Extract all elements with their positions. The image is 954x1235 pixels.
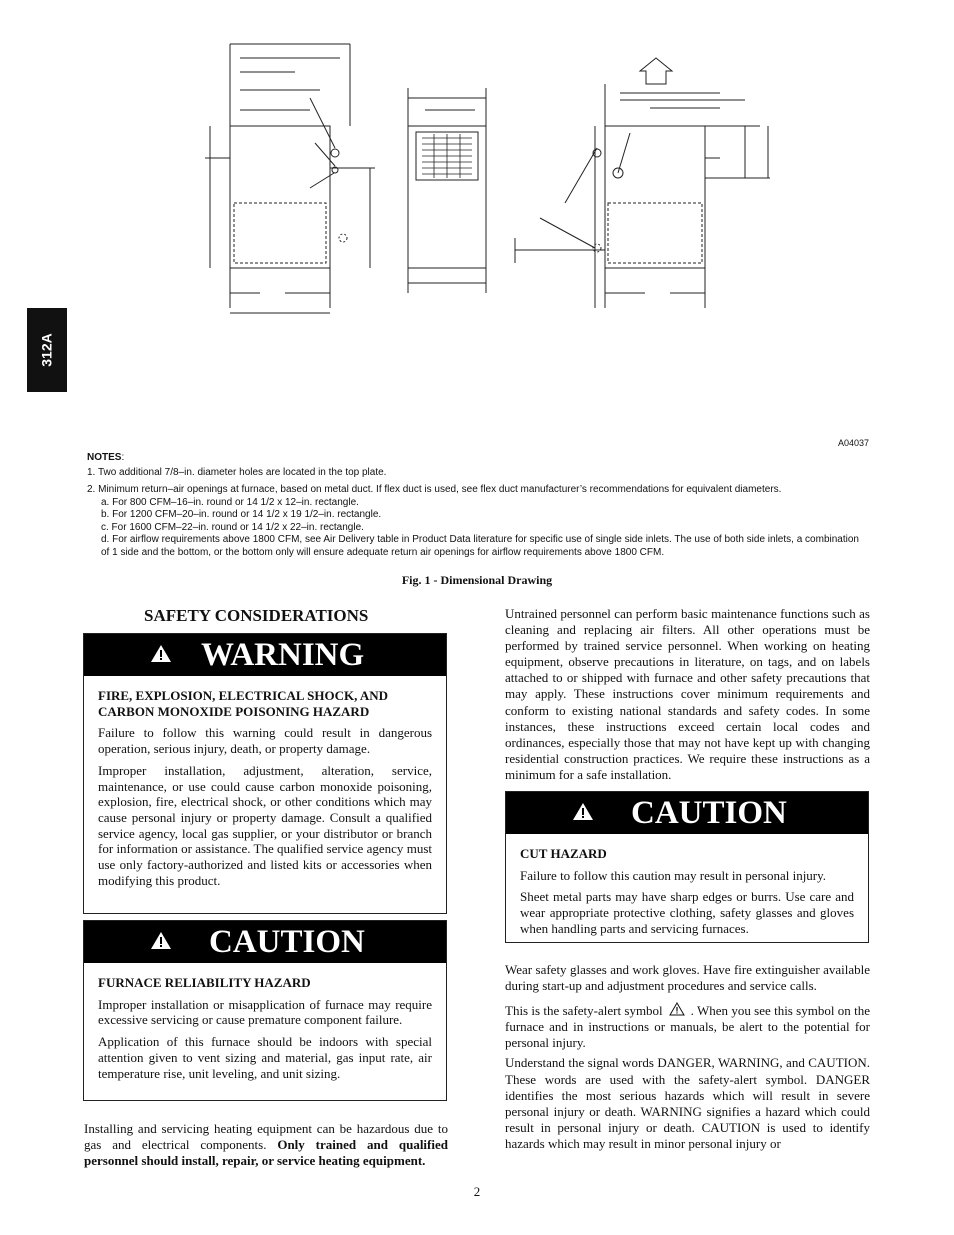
safety-alert-icon — [150, 644, 172, 663]
caution-hazard-title: FURNACE RELIABILITY HAZARD — [98, 975, 311, 990]
note-2d: d. For airflow requirements above 1800 CFM, see Air Delivery table in Product Data literature for specific use of single side inlets. The use of both side inlets, a combination of 1 side and the bottom, or the bottom only will ensure adequate return air openings for airflow requirements above 1800 CFM. — [101, 534, 859, 558]
side-tab-label: 312A — [39, 333, 55, 367]
right-paragraph-1-text: Untrained personnel can perform basic maintenance functions such as cleaning and replacing air filters. All other operations must be performed by trained service personnel. When working on heating equipment, observe precautions in literature, on tags, and on labels attached to or shipped with furnace and other safety precautions that may apply. These instructions cover minimum requirements and conform to existing national standards and safety codes. In some instances, these instructions exceed certain local codes and ordinances, especially those that may not have kept up with changing residential construction practices. We require these instructions as a minimum for a safe installation. — [505, 606, 870, 782]
caution-box-cut — [505, 791, 869, 943]
caution-text-1: Failure to follow this caution may result in personal injury. — [520, 867, 827, 883]
warning-hazard-title: FIRE, EXPLOSION, ELECTRICAL SHOCK, AND CARBON MONOXIDE POISONING HAZARD — [98, 688, 389, 719]
notes-heading: NOTES — [87, 452, 122, 463]
caution-bar — [84, 921, 446, 963]
side-tab — [27, 308, 67, 392]
figure-code: A04037 — [837, 438, 869, 448]
safety-alert-icon — [150, 931, 172, 950]
note-2: 2. Minimum return–air openings at furnace, based on metal duct. If flex duct is used, see flex duct manufacturer’s recommendations for equivalent diameters. — [87, 484, 782, 495]
left-paragraph-plain: Installing and servicing heating equipment can be hazardous due to gas and electrical components. — [84, 1121, 448, 1153]
right-paragraph-3 — [505, 1002, 870, 1051]
section-heading: SAFETY CONSIDERATIONS — [144, 606, 369, 625]
warning-box — [83, 633, 447, 914]
warning-text-1: Failure to follow this warning could result in dangerous operation, serious injury, death, or property damage. — [98, 725, 432, 757]
figure-caption: Fig. 1 - Dimensional Drawing — [401, 573, 553, 587]
dimensional-drawing — [200, 38, 770, 328]
right-lower-text — [505, 962, 870, 1152]
caution-box-reliability — [83, 920, 447, 1101]
note-2c: c. For 1600 CFM–22–in. round or 14 1/2 x 22–in. rectangle. — [101, 521, 364, 533]
caution-signal-word: CAUTION — [209, 923, 365, 960]
caution-hazard-title: CUT HAZARD — [520, 846, 607, 861]
right-paragraph-1 — [505, 606, 870, 783]
safety-alert-symbol-icon — [669, 1002, 685, 1016]
caution-text-2: Application of this furnace should be indoors with special attention given to vent sizing and material, gas input rate, air temperature rise, unit leveling, and unit sizing. — [98, 1034, 432, 1081]
caution-text-1: Improper installation or misapplication of furnace may require excessive servicing or cause premature component failure. — [98, 996, 432, 1028]
caution-signal-word: CAUTION — [631, 794, 787, 831]
caution-text-2: Sheet metal parts may have sharp edges or burrs. Use care and wear appropriate protective clothing, safety glasses and gloves when handling parts and servicing furnaces. — [520, 889, 854, 936]
right-paragraph-3a: This is the safety-alert symbol — [505, 1003, 663, 1019]
right-paragraph-4: Understand the signal words DANGER, WARNING, and CAUTION. These words are used with the safety-alert symbol. DANGER identifies the most serious hazards which will result in severe personal injury or death. WARNING signifies a hazard which could result in personal injury or death. CAUTION is used to identify hazards which may result in minor personal injury or — [505, 1055, 870, 1151]
page-number: 2 — [473, 1184, 481, 1199]
note-2b: b. For 1200 CFM–20–in. round or 14 1/2 x 19 1/2–in. rectangle. — [101, 509, 382, 520]
note-1: 1. Two additional 7/8–in. diameter holes are located in the top plate. — [87, 466, 387, 478]
left-paragraph — [84, 1121, 448, 1169]
caution-bar — [506, 792, 868, 834]
warning-bar — [84, 634, 446, 676]
warning-signal-word: WARNING — [201, 636, 365, 673]
figure-notes: NOTES: 1. Two additional 7/8–in. diameter holes are located in the top plate. 2. Minimum return–air openings at furnace, based on metal duct. If flex duct is used, see flex duct manufacturer’s recommendations for equivalent diameters. a. For 800 CFM–16–in. round or 14 1/2 x 12–in. rectangle. b. For 1200 CFM–20–in. round or 14 1/2 x 19 1/2–in. rectangle. c. For 1600 CFM–22–in. round or 14 1/2 x 22–in. rectangle. d. For airflow requirements above 1800 CFM, see Air Delivery table in Product Data literature for specific use of single side inlets. The use of both side inlets, a combination of 1 side and the bottom, or the bottom only will ensure adequate return air openings for airflow requirements above 1800 CFM. — [87, 452, 867, 559]
left-paragraph-bold: Only trained and qualified personnel should install, repair, or service heating equipment. — [84, 1137, 448, 1169]
warning-text-2: Improper installation, adjustment, alteration, service, maintenance, or use could cause carbon monoxide poisoning, explosion, fire, electrical shock, or other conditions which may cause personal injury or property damage. Consult a qualified service agency, local gas supplier, or your distributor or branch for information or assistance. The qualified service agency must use only factory-authorized and listed kits or accessories when modifying this product. — [98, 762, 432, 888]
safety-alert-icon — [572, 802, 594, 821]
note-2a: a. For 800 CFM–16–in. round or 14 1/2 x 12–in. rectangle. — [101, 496, 359, 508]
right-paragraph-2: Wear safety glasses and work gloves. Have fire extinguisher available during start-up and adjustment procedures and service calls. — [505, 962, 870, 994]
right-paragraph-3b: . When you see this symbol on the furnace and in instructions or manuals, be alert to the potential for personal injury. — [505, 1003, 870, 1051]
